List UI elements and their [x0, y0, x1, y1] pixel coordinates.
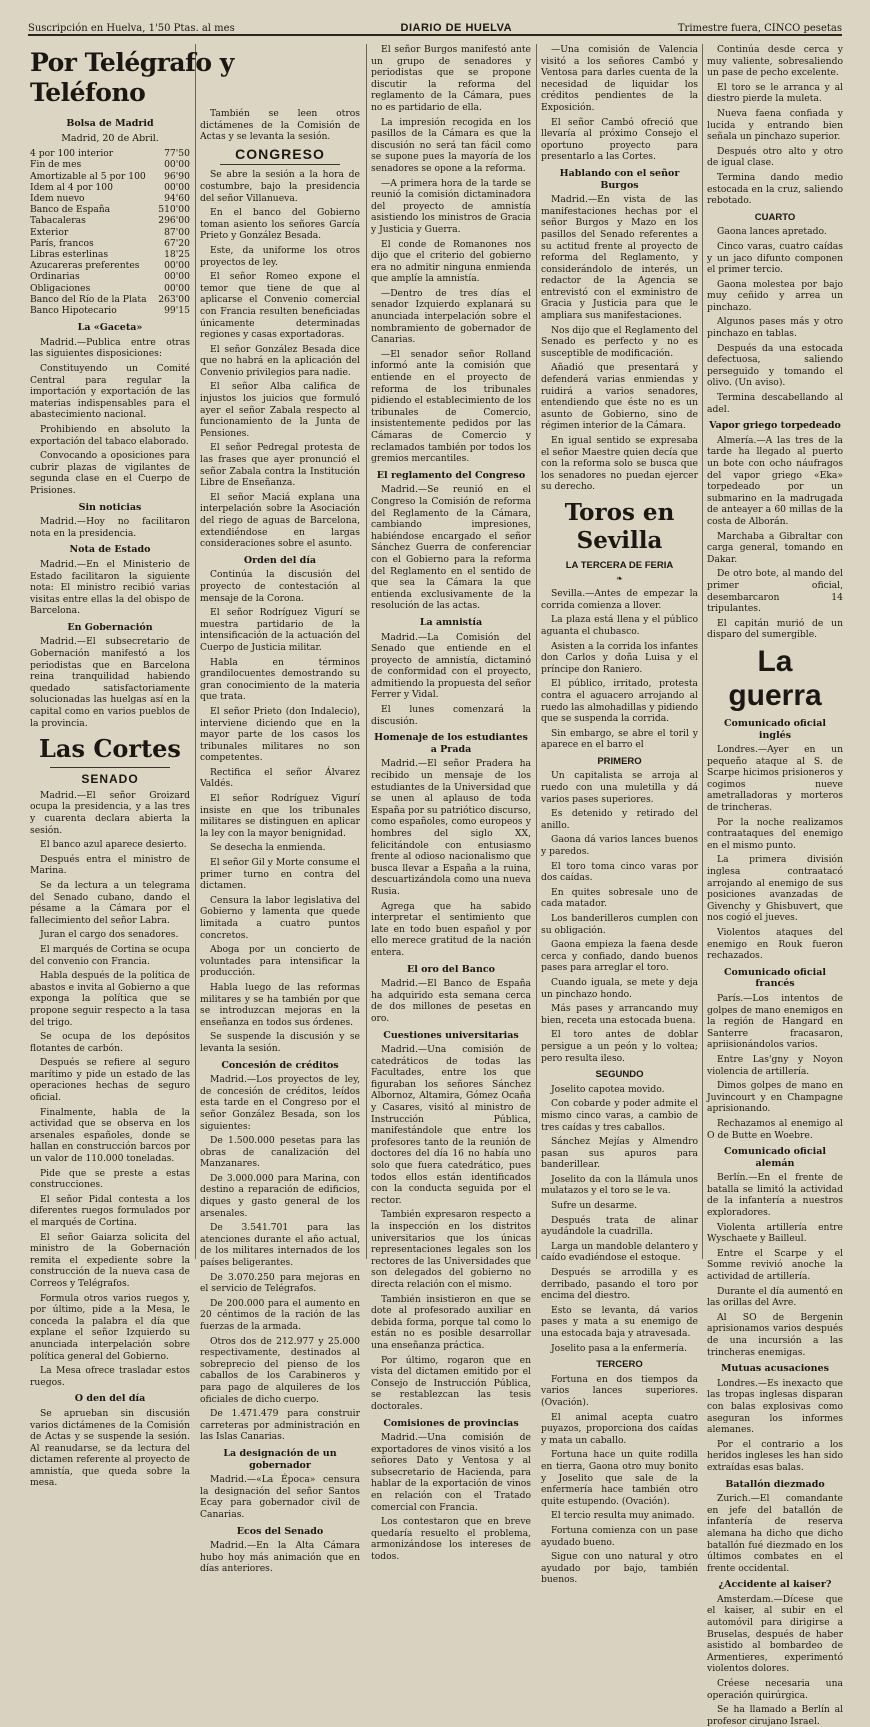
- paragraph: El señor Cambó ofreció que llevaría al próximo Consejo el oportuno proyecto para presentarlo a las Cortes.: [541, 116, 698, 163]
- bolsa-price: 263'00: [158, 293, 190, 305]
- paragraph: Violenta artillería entre Wyschaete y Bailleul.: [707, 1221, 843, 1245]
- bolsa-security: Banco Hipotecario: [30, 305, 117, 317]
- bolsa-row: [30, 305, 190, 316]
- bolsa-price: 00'00: [164, 282, 190, 294]
- paragraph: Madrid.—La Comisión del Senado que entiende en el proyecto de amnistía, dictaminó de conformidad con el proyecto, admitiendo la propuesta del señor Ferrer y Vidal.: [371, 631, 531, 701]
- paragraph: Cinco varas, cuatro caídas y un jaco difunto componen el primer tercio.: [707, 240, 843, 276]
- paragraph: Se suspende la discusión y se levanta la sesión.: [200, 1031, 360, 1054]
- paragraph: El señor Gil y Morte consume el primer turno en contra del dictamen.: [200, 857, 360, 892]
- paragraph: Sufre un desarme.: [551, 1200, 638, 1212]
- bolsa-price: 00'00: [164, 181, 190, 193]
- bolsa-price: 77'50: [164, 148, 190, 160]
- bolsa-price: 67'20: [164, 237, 190, 249]
- article-body: [707, 44, 843, 207]
- column-rule: [536, 44, 537, 1259]
- article-body: [371, 632, 531, 728]
- article-body: [707, 1172, 843, 1358]
- article-body: [371, 44, 531, 465]
- quarterly-note: Trimestre fuera, CINCO pesetas: [677, 23, 842, 34]
- article-title: El reglamento del Congreso: [376, 469, 526, 481]
- article-title: ¿Accidente al kaiser?: [718, 1579, 832, 1591]
- paragraph: Por la noche realizamos contraataques del enemigo en el mismo punto.: [707, 816, 843, 851]
- article-body: [541, 44, 698, 163]
- bolsa-price: 18'25: [164, 249, 190, 261]
- article-body: Madrid.—Se reunió en el Congreso la Comisión de reforma del Reglamento de la Cámara, cambiando impresiones, habiéndose encargado el señor Sánchez Guerra de conferenciar con el Gobierno para la reforma del Reglamento en el sentido de que sea la Cámara la que entienda exclusivamente de la resolución de las actas.: [371, 484, 531, 612]
- paragraph: El banco azul aparece desierto.: [40, 839, 187, 851]
- paragraph: El señor Maciá explana una interpelación sobre la Asociación del riego de aguas de Barcelona, extendiéndose en largas consideraciones sobre el asunto.: [200, 491, 360, 550]
- paragraph: Se desecha la enmienda.: [210, 842, 326, 854]
- paragraph: Durante el día aumentó en las orillas del Avre.: [707, 1285, 843, 1309]
- article-title: SEGUNDO: [595, 1069, 644, 1081]
- paragraph: Añadió que presentará y defenderá varias enmiendas y ruidirá a varios senadores, entendiendo que éste no es un asunto de Gobierno, sino de régimen interior de la Cámara.: [541, 362, 698, 432]
- bolsa-price: 99'15: [164, 305, 190, 317]
- bolsa-price: 00'00: [164, 159, 190, 171]
- article-body: [707, 1594, 843, 1727]
- bolsa-price: 96'90: [164, 170, 190, 182]
- article-body: Se aprueban sin discusión varios dictámenes de la Comisión de Actas y se suspende la sesión. Al reanudarse, se da lectura del dictamen referente al proyecto de amnistía, que queda sobre la mesa.: [30, 1407, 190, 1489]
- paragraph: Violentos ataques del enemigo en Rouk fueron rechazados.: [707, 927, 843, 962]
- paragraph: De 200.000 para el aumento en 20 céntimos de la ración de las fuerzas de la armada.: [200, 1297, 360, 1332]
- bolsa-price: 87'00: [164, 226, 190, 238]
- paragraph: Convocando a oposiciones para cubrir plazas de vigilantes de segunda clase en el Cuerpo de Prisiones.: [30, 450, 190, 496]
- bolsa-security: 4 por 100 interior: [30, 148, 114, 160]
- column-rule: [195, 44, 196, 1259]
- article-body: Madrid.—El Banco de España ha adquirido esta semana cerca de dos millones de pesetas en oro.: [371, 978, 531, 1024]
- bolsa-security: Azucareras preferentes: [30, 260, 140, 272]
- article-body: Madrid.—Hoy no facilitaron nota en la presidencia.: [30, 516, 190, 539]
- article-body: [541, 1374, 698, 1586]
- column-3: [371, 44, 531, 1563]
- paragraph: Censura la labor legislativa del Gobierno y lamenta que quede limitada a cuatro puntos concretos.: [200, 894, 360, 941]
- paragraph: El animal acepta cuatro puyazos, proporciona dos caídas y mata un caballo.: [541, 1411, 698, 1446]
- article-body: [371, 1432, 531, 1563]
- paragraph: Almería.—A las tres de la tarde ha llegado al puerto un bote con ocho náufragos del vapor griego «Eka» torpedeado por un submarino en la madrugada de anteayer a 60 millas de la costa de Alborán.: [707, 434, 843, 527]
- article-body: Zurich.—El comandante en jefe del batallón de infantería de reserva alemana ha dicho que dicho batallón fué diezmado en los últimos combates en el frente occidental.: [707, 1493, 843, 1574]
- article-body: [707, 993, 843, 1141]
- paragraph: Aboga por un concierto de voluntades para intensificar la producción.: [200, 944, 360, 979]
- article-body: [707, 744, 843, 962]
- paragraph: Después da una estocada defectuosa, saliendo perseguido y tomando el olivo. (Un aviso).: [707, 342, 843, 389]
- paragraph: Créese necesaria una operación quirúrgica.: [707, 1678, 843, 1701]
- article-title: PRIMERO: [597, 755, 642, 767]
- paragraph: Agrega que ha sabido interpretar el sentimiento que late en todo buen español y por ello merece gratitud de la nación entera.: [371, 900, 531, 958]
- paragraph: Después entra el ministro de Marina.: [30, 853, 190, 877]
- paragraph: Finalmente, habla de la actividad que se observa en los arsenales españoles, donde se hallan en construcción barcos por un valor de 110.000 toneladas.: [30, 1106, 190, 1165]
- ornament: ❧: [616, 573, 623, 583]
- paragraph: Gaona molestea por bajo muy ceñido y arrea un pinchazo.: [707, 278, 843, 313]
- paragraph: Sigue con uno natural y otro ayudado por bajo, también buenos.: [541, 1551, 698, 1586]
- paragraph: Esto se levanta, dá varios pases y mata a su enemigo de una estocada baja y atravesada.: [541, 1304, 698, 1339]
- paragraph: Nueva faena confiada y lucida y entrando bien señala un pinchazo superior.: [707, 107, 843, 143]
- paragraph: Sevilla.—Antes de empezar la corrida comienza a llover.: [541, 588, 698, 611]
- paragraph: —Dentro de tres días el senador Izquierdo explanará su anunciada interpelación sobre el nombramiento de gobernador de Canarias.: [371, 287, 531, 346]
- article-title: Vapor griego torpedeado: [709, 420, 841, 432]
- paragraph: Se ha llamado a Berlín al profesor cirujano Israel.: [707, 1704, 843, 1727]
- bolsa-security: Ordinarias: [30, 271, 80, 283]
- paragraph: Fortuna hace un quite rodilla en tierra, Gaona otro muy bonito y Joselito que sale de la enfermería hace también otro quite estupendo. (Ovación).: [541, 1449, 698, 1507]
- paragraph: Los banderilleros cumplen con su obligación.: [541, 913, 698, 936]
- article-body: También se leen otros dictámenes de la Comisión de Actas y se levanta la sesión.: [200, 108, 360, 143]
- paragraph: Después otro alto y otro de igual clase.: [707, 145, 843, 169]
- paragraph: Rechazamos al enemigo al O de Butte en Woebre.: [707, 1117, 843, 1141]
- bolsa-price: 00'00: [164, 260, 190, 272]
- article-title: Orden del día: [243, 554, 317, 566]
- bolsa-security: Idem al 4 por 100: [30, 181, 113, 193]
- article-title: Comunicado oficial inglés: [724, 717, 826, 741]
- paragraph: Nos dijo que el Reglamento del Senado es perfecto y no es susceptible de modificación.: [541, 324, 698, 359]
- paragraph: Madrid.—Una comisión de exportadores de vinos visitó a los señores Dato y Ventosa y al subsecretario de Hacienda, para hablar de la exportación de vinos en relación con el Tratado comercial con Francia.: [371, 1432, 531, 1513]
- paragraph: Constituyendo un Comité Central para regular la importación y exportación de las materias indispensables para el abastecimiento nacional.: [30, 363, 190, 421]
- column-5: [707, 44, 843, 1727]
- article-title: Cuestiones universitarias: [383, 1029, 519, 1041]
- article-title: El oro del Banco: [407, 963, 495, 975]
- paragraph: Larga un mandoble delantero y caído evadiéndose el estoque.: [541, 1240, 698, 1264]
- article-title: Batallón diezmado: [725, 1478, 825, 1490]
- paragraph: El señor Prieto (don Indalecio), interviene diciendo que en la mayor parte de los casos los tribunales militares no son competentes.: [200, 705, 360, 764]
- article-body: [30, 790, 190, 1389]
- divider: [220, 164, 340, 165]
- section-headline: Las Cortes: [39, 734, 181, 764]
- paragraph: El señor Pedregal protesta de las frases que ayer pronunció el señor Zabala contra la Institución Libre de Enseñanza.: [200, 442, 360, 489]
- bolsa-row: [30, 238, 190, 249]
- article-body: [707, 226, 843, 415]
- paragraph: Por el contrario a los heridos ingleses les han sido extraídas esas balas.: [707, 1438, 843, 1473]
- column-rule: [366, 44, 367, 1259]
- bolsa-row: [30, 283, 190, 294]
- paragraph: El público, irritado, protesta contra el aguacero arrojando al ruedo las almohadillas y pidiendo que se suspenda la corrida.: [541, 678, 698, 725]
- paragraph: Fortuna en dos tiempos da varios lances superiores. (Ovación).: [541, 1373, 698, 1408]
- paragraph: Se ocupa de los depósitos flotantes de carbón.: [30, 1031, 190, 1054]
- paragraph: El señor Gaiarza solicita del ministro de la Gobernación remita el expediente sobre la construcción de la nueva casa de Correos y Telégrafos.: [30, 1231, 190, 1289]
- article-title: CUARTO: [754, 211, 796, 223]
- paragraph: Este, da uniforme los otros proyectos de ley.: [200, 244, 360, 268]
- paragraph: Gaona lances apretado.: [717, 226, 827, 238]
- section-subtitle: LA TERCERA DE FERIA: [565, 559, 674, 571]
- paragraph: Algunos pases más y otro pinchazo en tablas.: [707, 316, 843, 340]
- paragraph: Londres.—Es inexacto que las tropas inglesas disparan con balas explosivas como aseguran los informes alemanes.: [707, 1377, 843, 1436]
- article-title: Comisiones de provincias: [383, 1417, 519, 1429]
- bolsa-row: [30, 182, 190, 193]
- paragraph: Joselito da con la llámula unos mulatazos y el toro se le va.: [541, 1173, 698, 1197]
- paragraph: Habla en términos grandilocuentes demostrando su gran conocimiento de la materia que trata.: [200, 656, 360, 703]
- paragraph: El tercio resulta muy animado.: [551, 1510, 695, 1522]
- paragraph: El toro toma cinco varas por dos caídas.: [541, 860, 698, 884]
- paragraph: De 1.471.479 para construir carreteras por administración en las Islas Canarias.: [200, 1408, 360, 1443]
- paragraph: Madrid.—El señor Groizard ocupa la presidencia, y a las tres y cuarenta declara abierta la sesión.: [30, 789, 190, 836]
- paragraph: Un capitalista se arroja al ruedo con una muletilla y dá varios pases superiores.: [541, 770, 698, 805]
- article-title: Hablando con el señor Burgos: [559, 167, 680, 191]
- paragraph: Habla después de la política de abastos e invita al Gobierno a que exponga la política que se propone seguir respecto a la tasa del trigo.: [30, 970, 190, 1028]
- paragraph: Joselito capotea movido.: [551, 1083, 665, 1095]
- paragraph: La impresión recogida en los pasillos de la Cámara es que la discusión no será tan fácil como se supone pues la mayoría de los senadores se opone a la reforma.: [371, 116, 531, 174]
- paragraph: El toro se le arranca y al diestro pierde la muleta.: [707, 81, 843, 105]
- bolsa-row: [30, 215, 190, 226]
- article-title: TERCERO: [596, 1359, 643, 1371]
- article-body: [200, 1074, 360, 1443]
- paragraph: De otro bote, al mando del primer oficial, desembarcaron 14 tripulantes.: [707, 568, 843, 615]
- article-title: Bolsa de Madrid: [66, 118, 154, 129]
- article-body: [707, 435, 843, 641]
- bolsa-security: Idem nuevo: [30, 193, 85, 204]
- paragraph: En el banco del Gobierno toman asiento los señores García Prieto y González Besada.: [200, 207, 360, 242]
- paragraph: Al SO de Bergenin aprisionamos varios después de una incursión a las trincheras enemigas.: [707, 1311, 843, 1358]
- paragraph: Sánchez Mejías y Almendro pasan sus apuros para banderillear.: [541, 1136, 698, 1171]
- bolsa-security: Banco del Río de la Plata: [30, 293, 147, 305]
- bolsa-security: Tabacaleras: [30, 215, 86, 227]
- paragraph: Formula otros varios ruegos y, por último, pide a la Mesa, le conceda la palabra el día que explane el señor Izquierdo su anunciada interpelación sobre política general del Gobierno.: [30, 1292, 190, 1362]
- column-rule: [702, 44, 703, 1259]
- paragraph: El lunes comenzará la discusión.: [371, 704, 531, 727]
- paragraph: El capitán murió de un disparo del sumergible.: [707, 617, 843, 641]
- paragraph: París.—Los intentos de golpes de mano enemigos en la región de Hangard en Santerre fracasaron, apriisionándolos varios.: [707, 992, 843, 1051]
- bolsa-row: [30, 204, 190, 215]
- article-title: En Gobernación: [67, 621, 153, 633]
- bolsa-table: [30, 148, 190, 316]
- paragraph: Entre Las'gny y Noyon violencia de artillería.: [707, 1053, 843, 1077]
- paragraph: Entre el Scarpe y el Somme revivió anoche la actividad de artillería.: [707, 1247, 843, 1283]
- section-title: CONGRESO: [235, 145, 325, 162]
- paragraph: Gaona empieza la faena desde cerca y confiado, dando buenos pases para arreglar el toro.: [541, 939, 698, 974]
- article-body: [371, 758, 531, 958]
- bolsa-security: Exterior: [30, 226, 69, 238]
- paragraph: También expresaron respecto a la inspección en los distritos universitarios que los únicas representaciones legales son los rectores de las Universidades que son delegados del gobierno no directa relación con el mismo.: [371, 1209, 531, 1290]
- bolsa-security: Banco de España: [30, 204, 111, 216]
- article-body: Madrid.—El subsecretario de Gobernación manifestó a los periodistas que en Barcelona reina tranquilidad habiendo quedado satisfactoriamente solucionadas las huelgas así en la capital como en varios pueblos de la provincia.: [30, 636, 190, 729]
- paragraph: El señor Rodríguez Vigurí se muestra partidario de la intensificación de la actuación del Cuerpo de Justicia militar.: [200, 607, 360, 653]
- subscription-note: Suscripción en Huelva, 1'50 Ptas. al mes: [28, 23, 235, 34]
- section-headline: Toros en Sevilla: [564, 498, 675, 554]
- article-body: Madrid.—«La Época» censura la designación del señor Santos Ecay para gobernador civil de Canarias.: [200, 1474, 360, 1520]
- paragraph: El señor Pidal contesta a los diferentes ruegos formulados por el marqués de Cortina.: [30, 1193, 190, 1229]
- paragraph: Juran el cargo dos senadores.: [40, 929, 179, 941]
- article-body: [30, 337, 190, 497]
- bolsa-row: [30, 249, 190, 260]
- paragraph: Rectifica el señor Álvarez Valdés.: [200, 766, 360, 790]
- bolsa-row: [30, 171, 190, 182]
- bolsa-security: París, francos: [30, 237, 94, 249]
- section-headline: Por Telégrafo y Teléfono: [30, 48, 234, 107]
- paragraph: Dimos golpes de mano en Juvincourt y en Champagne aprisionando.: [707, 1080, 843, 1115]
- paragraph: La Mesa ofrece trasladar estos ruegos.: [30, 1365, 190, 1388]
- paragraph: Después trata de alinar ayudándole la cuadrilla.: [541, 1214, 698, 1238]
- article-title: Homenaje de los estudiantes a Prada: [374, 732, 528, 755]
- article-title: Sin noticias: [78, 501, 142, 513]
- paragraph: Más pases y arrancando muy bien, receta una estocada buena.: [541, 1003, 698, 1026]
- bolsa-row: [30, 294, 190, 305]
- newspaper-name: DIARIO DE HUELVA: [400, 22, 513, 34]
- paragraph: Los contestaron que en breve quedaría resuelto el problema, armonizándose los intereses de todos.: [371, 1516, 531, 1563]
- paragraph: Termina dando medio estocada en la cruz, saliendo rebotado.: [707, 171, 843, 207]
- article-title: La designación de un gobernador: [223, 1447, 337, 1471]
- article-body: [200, 569, 360, 1054]
- article-title: Mutuas acusaciones: [721, 1363, 829, 1375]
- bolsa-security: Amortizable al 5 por 100: [30, 170, 146, 182]
- paragraph: Londres.—Ayer en un pequeño ataque al S. de Scarpe hicimos prisioneros y cogimos nueve ametralladoras y morteros de trincheras.: [707, 744, 843, 814]
- paragraph: Asisten a la corrida los infantes don Carlos y doña Luisa y el príncipe don Raniero.: [541, 640, 698, 675]
- bolsa-row: [30, 148, 190, 159]
- column-1: [30, 44, 234, 1489]
- section-title: SENADO: [81, 772, 139, 787]
- article-title: Comunicado oficial alemán: [724, 1146, 826, 1169]
- article-body: Madrid.—En el Ministerio de Estado facilitaron la siguiente nota: El ministro recibió varias visitas entre ellas la del obispo de Barcelona.: [30, 558, 190, 617]
- paragraph: Habla luego de las reformas militares y se ha también por que se introduzcan mejoras en la enseñanza en todos sus órdenes.: [200, 981, 360, 1028]
- paragraph: Termina descabellando al adel.: [707, 392, 843, 415]
- paragraph: Es detenido y retirado del anillo.: [541, 808, 698, 831]
- paragraph: —Una comisión de Valencia visitó a los señores Cambó y Ventosa para darles cuenta de la necesidad de liquidar los créditos pendientes de la Exposición.: [541, 44, 698, 113]
- paragraph: Con cobarde y poder admite el mismo cinco varas, a cambio de tres caídas y tres caballos.: [541, 1098, 698, 1133]
- paragraph: De 1.500.000 pesetas para las obras de canalización del Manzanares.: [200, 1135, 360, 1170]
- paragraph: En igual sentido se expresaba el señor Maestre quien decía que con la reforma solo se busca que los senadores no puedan ejercer su derecho.: [541, 435, 698, 493]
- paragraph: Por último, rogaron que en vista del dictamen emitido por el Consejo de Instrucción Pública, se restablezcan las tesis doctorales.: [371, 1354, 531, 1412]
- masthead: [28, 18, 842, 36]
- paragraph: Madrid.—Una comisión de catedráticos de todas las Facultades, entre los que figuraban los señores Sánchez Albornoz, Altamira, Gómez Ocaña y Casares, visitó al ministro de Instrucción Pública, manifestándole que entre los profesores tanto de la reunión de doctores del día 16 no había uno solo que fuera catedrático, pues todos ellos están identificados con la conducta seguida por el rector.: [371, 1044, 531, 1206]
- paragraph: Pide que se preste a estas construcciones.: [30, 1167, 190, 1191]
- paragraph: Sin embargo, se abre el toril y aparece en el barro el: [541, 727, 698, 751]
- paragraph: El señor Romeo expone el temor que tiene de que al aplicarse el Convenio comercial con Francia resulten beneficiadas únicamente determinadas regiones y casas exportadoras.: [200, 271, 360, 341]
- paragraph: Otros dos de 212.977 y 25.000 respectivamente, destinados al sobreprecio del pienso de los caballos de los Carabineros y para pago de alquileres de los oficiales de dicho cuerpo.: [200, 1335, 360, 1405]
- bolsa-row: [30, 193, 190, 204]
- article-title: Ecos del Senado: [236, 1525, 324, 1537]
- paragraph: También insistieron en que se dote al profesorado auxiliar en debida forma, porque tal como lo están no es posible desarrollar una enseñanza práctica.: [371, 1293, 531, 1351]
- bolsa-price: 510'00: [158, 204, 190, 216]
- paragraph: —A primera hora de la tarde se reunió la comisión dictaminadora del proyecto de amnistía asistiendo los ministros de Gracia y Justicia y Guerra.: [371, 177, 531, 235]
- article-body: [541, 1084, 698, 1354]
- paragraph: Después se refiere al seguro marítimo y pide un estado de las operaciones hechas de seguro oficial.: [30, 1057, 190, 1104]
- paragraph: El marqués de Cortina se ocupa del convenio con Francia.: [30, 943, 190, 967]
- bolsa-row: [30, 227, 190, 238]
- column-2: [200, 108, 360, 1575]
- bolsa-security: Fin de mes: [30, 159, 82, 171]
- article-title: O den del día: [74, 1393, 146, 1405]
- paragraph: —El senador señor Rolland informó ante la comisión que entiende en el proyecto de reforma de los tribunales pidiendo el establecimiento de los tribunales de Comercio, insistentemente pedidos por las Cámaras de Comercio y reclamados también por todos los gremios mercantiles.: [371, 348, 531, 465]
- paragraph: En quites sobresale uno de cada matador.: [541, 886, 698, 910]
- dateline: Madrid, 20 de Abril.: [61, 132, 159, 144]
- article-body: [541, 588, 698, 751]
- article-body: [541, 770, 698, 1064]
- paragraph: El señor Burgos manifestó ante un grupo de senadores y periodistas que se propone discutir la reforma del reglamento de la Cámara, pues no es partidario de ella.: [371, 44, 531, 113]
- article-body: Madrid.—En la Alta Cámara hubo hoy más animación que en días anteriores.: [200, 1540, 360, 1575]
- paragraph: Berlín.—En el frente de batalla se limitó la actividad de la infantería a nuestros exploradores.: [707, 1172, 843, 1219]
- paragraph: De 3.541.701 para las atenciones durante el año actual, de los militares internados de los países beligerantes.: [200, 1222, 360, 1269]
- paragraph: Fortuna comienza con un pase ayudado bueno.: [541, 1524, 698, 1548]
- paragraph: El señor Rodríguez Vigurí insiste en que los tribunales militares se distinguen en aplicar la ley con la mayor benignidad.: [200, 793, 360, 839]
- paragraph: De 3.070.250 para mejoras en el servicio de Telégrafos.: [200, 1271, 360, 1295]
- divider: [50, 767, 170, 768]
- article-body: [541, 194, 698, 493]
- article-body: [200, 169, 360, 549]
- bolsa-row: [30, 159, 190, 170]
- paragraph: Cuando iguala, se mete y deja un pinchazo hondo.: [541, 976, 698, 1000]
- paragraph: Prohibiendo en absoluto la exportación del tabaco elaborado.: [30, 423, 190, 447]
- paragraph: Joselito pasa a la enfermería.: [551, 1342, 688, 1354]
- paragraph: Madrid.—El señor Pradera ha recibido un mensaje de los estudiantes de la Universidad que se unen al aplauso de toda España por su patriótico discurso, como españoles, como europeos y hombres del siglo XX, felicitándole con entusiasmo frente al odioso nacionalismo que busca llevar a España a la ruina, descuartizándola como una nueva Rusia.: [371, 758, 531, 897]
- paragraph: Continúa desde cerca y muy valiente, sobresaliendo un pase de pecho excelente.: [707, 44, 843, 79]
- paragraph: Madrid.—En vista de las manifestaciones hechas por el señor Burgos y Mazo en los pasillos del Senado referentes a su actitud frente al proyecto de reforma del Reglamento, y considerándolo de interés, un redactor de la Agencia se entrevistó con el exministro de Gracia y Justicia para que le ampliara sus manifestaciones.: [541, 194, 698, 322]
- bolsa-price: 94'60: [164, 193, 190, 204]
- paragraph: Amsterdam.—Dícese que el kaiser, al subir en el automóvil para dirigirse a Bruselas, después de haber asistido al bombardeo de Armentieres, experimentó violentos dolores.: [707, 1593, 843, 1675]
- article-title: Comunicado oficial francés: [724, 966, 826, 990]
- bolsa-row: [30, 271, 190, 282]
- paragraph: Continúa la discusión del proyecto de contestación al mensaje de la Corona.: [200, 569, 360, 604]
- bolsa-price: 00'00: [164, 271, 190, 283]
- paragraph: Después se arrodilla y es derribado, pasando el toro por encima del diestro.: [541, 1267, 698, 1302]
- paragraph: La primera división inglesa contraatacó arrojando al enemigo de sus posiciones avanzadas de Givenchy y Ghisbuvert, que nos cogió el jueves.: [707, 854, 843, 924]
- paragraph: El señor González Besada dice que no habrá en la aplicación del Convenio privilegios para nadie.: [200, 343, 360, 378]
- column-4: [541, 44, 698, 1586]
- paragraph: Se abre la sesión a la hora de costumbre, bajo la presidencia del señor Villanueva.: [200, 169, 360, 204]
- paragraph: Gaona dá varios lances buenos y paredos.: [541, 834, 698, 858]
- article-title: La «Gaceta»: [77, 322, 143, 334]
- paragraph: Madrid.—Publica entre otras las siguientes disposiciones:: [30, 336, 190, 360]
- paragraph: Marchaba a Gibraltar con carga general, tomando en Dakar.: [707, 530, 843, 565]
- section-headline: La guerra: [728, 644, 822, 712]
- bolsa-row: [30, 260, 190, 271]
- paragraph: Madrid.—Los proyectos de ley, de concesión de créditos, leídos esta tarde en el Congreso por el señor González Besada, son los siguientes:: [200, 1074, 360, 1132]
- article-body: [371, 1044, 531, 1412]
- paragraph: El conde de Romanones nos dijo que el criterio del gobierno era no admitir ninguna enmienda que amplíe la amnistía.: [371, 238, 531, 285]
- paragraph: La plaza está llena y el público aguanta el chubasco.: [541, 614, 698, 637]
- article-title: La amnistía: [419, 616, 483, 628]
- paragraph: De 3.000.000 para Marina, con destino a reparación de edificios, diques y gasto general de los arsenales.: [200, 1172, 360, 1219]
- paragraph: Se da lectura a un telegrama del Senado cubano, dando el pésame a la Cámara por el fallecimiento del señor Labra.: [30, 879, 190, 926]
- article-body: [707, 1378, 843, 1474]
- bolsa-security: Obligaciones: [30, 282, 91, 294]
- bolsa-security: Libras esterlinas: [30, 249, 109, 261]
- paragraph: El señor Alba califica de injustos los juicios que formuló ayer el señor Zabala respecto al funcionamiento de la Junta de Pensiones.: [200, 381, 360, 439]
- article-title: Concesión de créditos: [221, 1059, 339, 1071]
- bolsa-price: 296'00: [158, 215, 190, 227]
- paragraph: El toro antes de doblar persigue a un peón y lo voltea; pero resulta ileso.: [541, 1029, 698, 1064]
- article-title: Nota de Estado: [69, 544, 151, 556]
